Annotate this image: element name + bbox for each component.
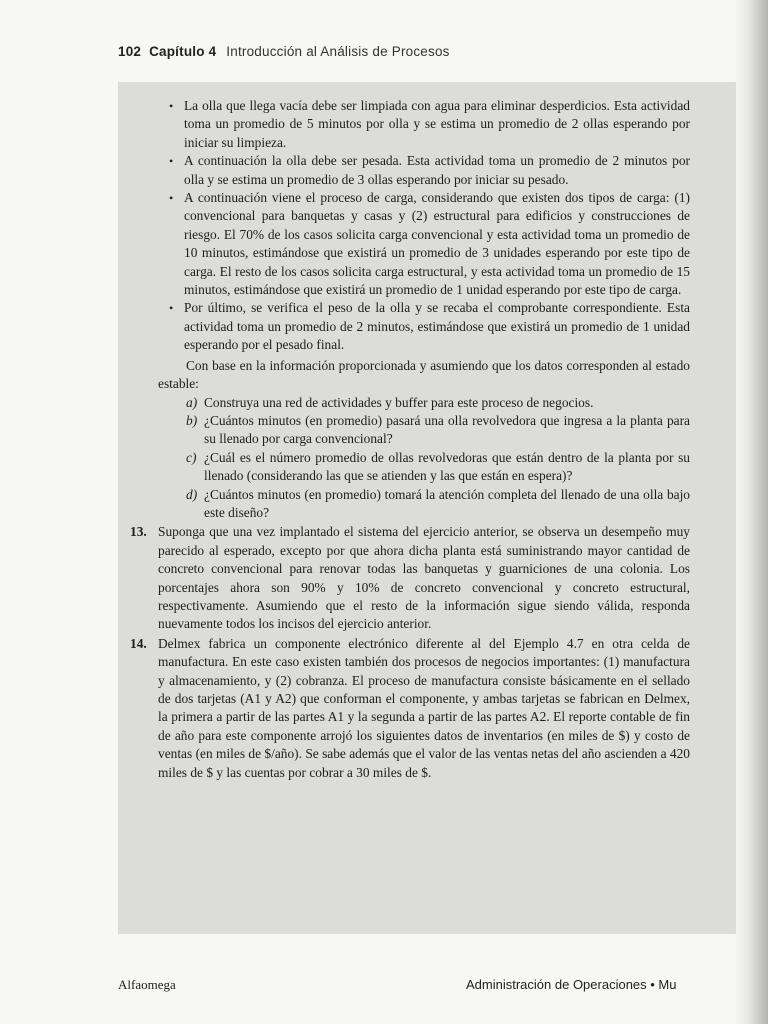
bullet-text: Por último, se verifica el peso de la olla y se recaba el comprobante correspondiente. Esta actividad toma un promedio de 2 minutos, estimándose que existirá un promedio de 1 unidad esperando por el pesado final. xyxy=(184,300,690,353)
question-item xyxy=(186,394,690,412)
question-item xyxy=(186,449,690,486)
exercise-text: Delmex fabrica un componente electrónico diferente al del Ejemplo 4.7 en otra celda de manufactura. En este caso existen también dos procesos de negocios importantes: (1) manufactura y almacenamiento, y (2) cobranza. El proceso de manufactura consiste básicamente en el sellado de dos tarjetas (A1 y A2) que conforman el componente, y ambas tarjetas se fabrican en Delmex, la primera a partir de las partes A1 y la segunda a partir de las partes A2. El reporte contable de fin de año para este componente arrojó los siguientes datos de inventarios (en miles de $) y costo de ventas (en miles de $/año). Se sabe además que el valor de las ventas netas del año ascienden a 420 miles de $ y las cuentas por cobrar a 30 miles de $. xyxy=(158,635,690,780)
page-body xyxy=(130,97,690,782)
footer-publisher: Alfaomega xyxy=(118,977,176,992)
question-text: ¿Cuál es el número promedio de ollas revolvedoras que están dentro de la planta por su llenado (considerando las que se atienden y las que están en espera)? xyxy=(204,449,690,484)
footer-book-title: Administración de Operaciones • Mu xyxy=(466,977,677,992)
question-letter: a) xyxy=(186,394,198,410)
bullet-text: A continuación viene el proceso de carga, considerando que existen dos tipos de carga: (1) convencional para banquetas y casas y (2) estructural para edificios y construcciones de riesgo. El 70% de los casos solicita carga convencional y esta actividad toma un promedio de 10 minutos, estimándose que existirá un promedio de 3 unidades esperando por este tipo de carga. El resto de los casos solicita carga estructural, y esta actividad toma un promedio de 15 minutos, estimándose que existirá un promedio de 1 unidad esperando por este tipo de carga. xyxy=(184,190,690,298)
chapter-topic: Introducción al Análisis de Procesos xyxy=(226,44,450,59)
chapter-label: Capítulo 4 xyxy=(149,44,217,59)
intro-paragraph: Con base en la información proporcionada y asumiendo que los datos corresponden al estado estable: xyxy=(158,357,690,392)
page-number: 102 xyxy=(118,44,142,59)
question-item xyxy=(186,486,690,523)
question-item xyxy=(186,412,690,449)
question-letter: c) xyxy=(186,449,197,465)
bullet-item xyxy=(158,189,690,299)
bullet-icon: • xyxy=(169,99,174,113)
exercise-14 xyxy=(130,635,690,782)
question-letter: d) xyxy=(186,486,198,502)
question-text: ¿Cuántos minutos (en promedio) pasará una olla revolvedora que ingresa a la planta para su llenado por carga convencional? xyxy=(204,412,690,447)
running-header xyxy=(118,44,450,59)
bullet-icon: • xyxy=(169,191,174,206)
bullet-item xyxy=(158,152,690,189)
exercise-number: 14. xyxy=(130,635,147,651)
question-letter: b) xyxy=(186,412,198,428)
exercise-text: Suponga que una vez implantado el sistema del ejercicio anterior, se observa un desempeño muy parecido al esperado, excepto por que ahora dicha planta está suministrando mayor cantidad de concreto convencional para renovar todas las banquetas y guarniciones de una colonia. Los porcentajes ahora son 90% y 10% de concreto convencional y concreto estructural, respectivamente. Asumiendo que el resto de la información sigue siendo válida, responda nuevamente todos los incisos del ejercicio anterior. xyxy=(158,524,690,632)
bullet-item xyxy=(158,299,690,354)
bullet-text: A continuación la olla debe ser pesada. Esta actividad toma un promedio de 2 minutos por olla y se estima un promedio de 3 ollas esperando por iniciar su pesado. xyxy=(184,153,690,187)
process-steps-list xyxy=(158,97,690,355)
bullet-icon: • xyxy=(169,301,174,316)
question-text: Construya una red de actividades y buffer para este proceso de negocios. xyxy=(204,394,594,410)
exercise-number: 13. xyxy=(130,524,147,540)
bullet-item xyxy=(158,97,690,152)
question-text: ¿Cuántos minutos (en promedio) tomará la atención completa del llenado de una olla bajo este diseño? xyxy=(204,486,690,520)
question-list xyxy=(158,394,690,523)
page-edge-shadow xyxy=(734,0,768,1024)
bullet-icon: • xyxy=(169,154,174,169)
exercise-13 xyxy=(130,523,690,633)
bullet-text: La olla que llega vacía debe ser limpiada con agua para eliminar desperdicios. Esta actividad toma un promedio de 5 minutos por olla y se estima un promedio de 2 ollas esperando por iniciar su limpieza. xyxy=(184,98,690,150)
